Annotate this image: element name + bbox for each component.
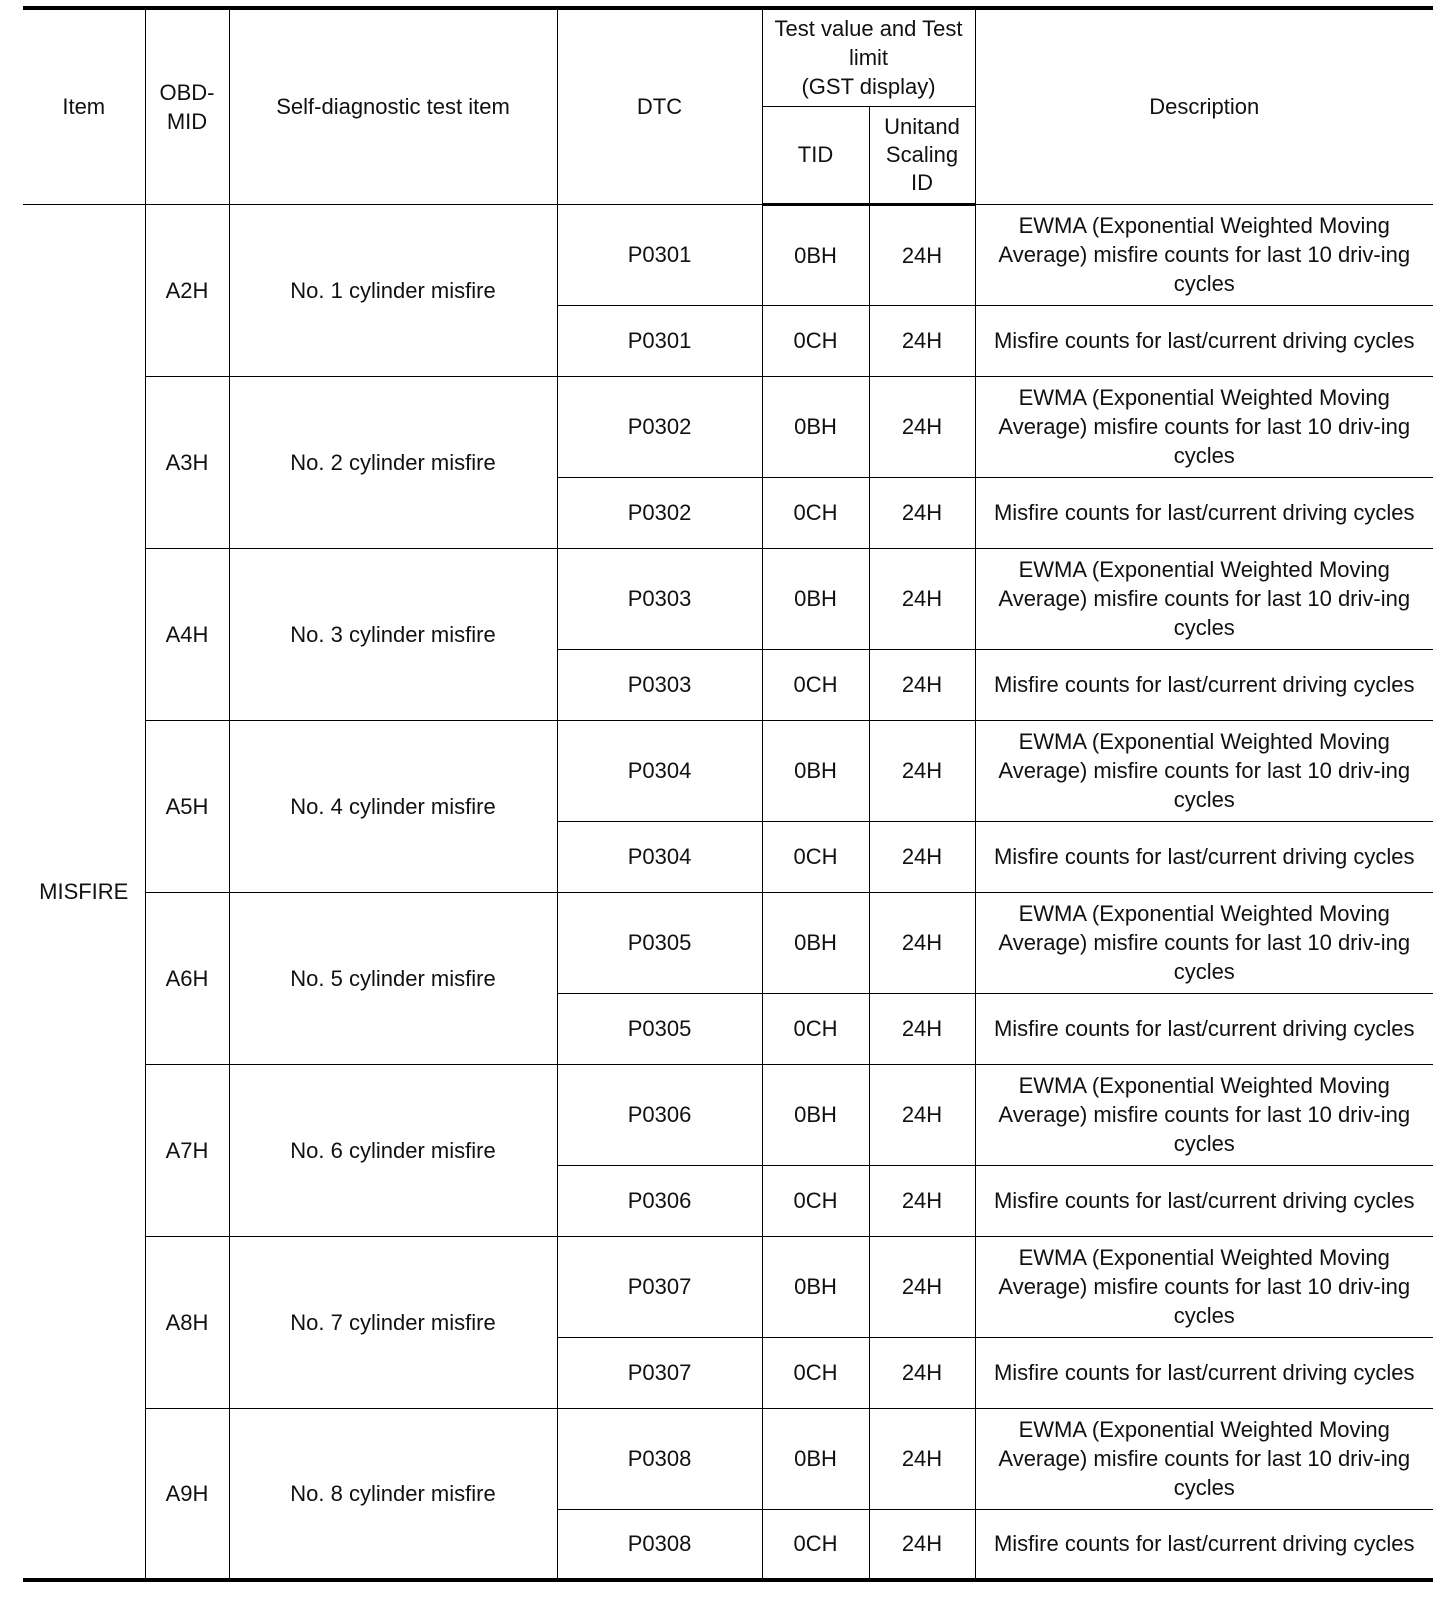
description-cell: EWMA (Exponential Weighted Moving Average) misfire counts for last 10 driv-ing cycles (975, 1408, 1433, 1509)
unit-scaling-cell: 24H (869, 649, 975, 720)
description-cell: Misfire counts for last/current driving cycles (975, 1337, 1433, 1408)
obd-mid-cell: A2H (145, 204, 229, 376)
unit-scaling-cell: 24H (869, 204, 975, 305)
table-row (23, 204, 1433, 305)
test-item-cell: No. 6 cylinder misfire (229, 1064, 557, 1236)
obd-mid-cell: A7H (145, 1064, 229, 1236)
description-cell: EWMA (Exponential Weighted Moving Average) misfire counts for last 10 driv-ing cycles (975, 1064, 1433, 1165)
header-description: Description (975, 8, 1433, 204)
dtc-cell: P0305 (557, 993, 762, 1064)
tid-cell: 0CH (762, 1165, 869, 1236)
tid-cell: 0CH (762, 993, 869, 1064)
unit-scaling-cell: 24H (869, 548, 975, 649)
diagnostic-table (23, 6, 1433, 1582)
table-row (23, 1064, 1433, 1165)
unit-scaling-cell: 24H (869, 1165, 975, 1236)
dtc-cell: P0308 (557, 1408, 762, 1509)
item-cell: MISFIRE (23, 204, 145, 1580)
dtc-cell: P0307 (557, 1337, 762, 1408)
unit-scaling-cell: 24H (869, 1408, 975, 1509)
tid-cell: 0BH (762, 204, 869, 305)
unit-scaling-cell: 24H (869, 1509, 975, 1580)
tid-cell: 0BH (762, 376, 869, 477)
unit-scaling-cell: 24H (869, 720, 975, 821)
tid-cell: 0BH (762, 1408, 869, 1509)
table-row (23, 720, 1433, 821)
header-tid: TID (762, 106, 869, 204)
table-row (23, 1408, 1433, 1509)
table-body (23, 204, 1433, 1580)
tid-cell: 0BH (762, 548, 869, 649)
dtc-cell: P0304 (557, 720, 762, 821)
tid-cell: 0CH (762, 477, 869, 548)
dtc-cell: P0303 (557, 548, 762, 649)
table-row (23, 548, 1433, 649)
description-cell: Misfire counts for last/current driving cycles (975, 1509, 1433, 1580)
dtc-cell: P0301 (557, 305, 762, 376)
dtc-cell: P0303 (557, 649, 762, 720)
description-cell: EWMA (Exponential Weighted Moving Average) misfire counts for last 10 driv-ing cycles (975, 892, 1433, 993)
tid-cell: 0BH (762, 1064, 869, 1165)
test-item-cell: No. 1 cylinder misfire (229, 204, 557, 376)
description-cell: Misfire counts for last/current driving cycles (975, 1165, 1433, 1236)
table-header (23, 8, 1433, 204)
tid-cell: 0BH (762, 720, 869, 821)
obd-mid-cell: A3H (145, 376, 229, 548)
dtc-cell: P0306 (557, 1064, 762, 1165)
test-item-cell: No. 8 cylinder misfire (229, 1408, 557, 1580)
description-cell: EWMA (Exponential Weighted Moving Average) misfire counts for last 10 driv-ing cycles (975, 376, 1433, 477)
description-cell: EWMA (Exponential Weighted Moving Average) misfire counts for last 10 driv-ing cycles (975, 204, 1433, 305)
dtc-cell: P0307 (557, 1236, 762, 1337)
tid-cell: 0BH (762, 1236, 869, 1337)
unit-scaling-cell: 24H (869, 993, 975, 1064)
test-item-cell: No. 5 cylinder misfire (229, 892, 557, 1064)
unit-scaling-cell: 24H (869, 477, 975, 548)
description-cell: Misfire counts for last/current driving cycles (975, 993, 1433, 1064)
description-cell: Misfire counts for last/current driving cycles (975, 649, 1433, 720)
header-dtc: DTC (557, 8, 762, 204)
dtc-cell: P0305 (557, 892, 762, 993)
description-cell: Misfire counts for last/current driving cycles (975, 305, 1433, 376)
description-cell: EWMA (Exponential Weighted Moving Average) misfire counts for last 10 driv-ing cycles (975, 548, 1433, 649)
tid-cell: 0BH (762, 892, 869, 993)
dtc-cell: P0302 (557, 477, 762, 548)
table-row (23, 376, 1433, 477)
description-cell: Misfire counts for last/current driving cycles (975, 477, 1433, 548)
unit-scaling-cell: 24H (869, 305, 975, 376)
test-item-cell: No. 3 cylinder misfire (229, 548, 557, 720)
description-cell: EWMA (Exponential Weighted Moving Average) misfire counts for last 10 driv-ing cycles (975, 720, 1433, 821)
table-row (23, 1236, 1433, 1337)
tid-cell: 0CH (762, 821, 869, 892)
obd-mid-cell: A5H (145, 720, 229, 892)
test-item-cell: No. 2 cylinder misfire (229, 376, 557, 548)
header-test-value: Test value and Test limit (GST display) (762, 8, 975, 106)
obd-mid-cell: A4H (145, 548, 229, 720)
header-obd-mid: OBD- MID (145, 8, 229, 204)
unit-scaling-cell: 24H (869, 1064, 975, 1165)
tid-cell: 0CH (762, 1509, 869, 1580)
test-item-cell: No. 4 cylinder misfire (229, 720, 557, 892)
obd-mid-cell: A9H (145, 1408, 229, 1580)
unit-scaling-cell: 24H (869, 821, 975, 892)
test-item-cell: No. 7 cylinder misfire (229, 1236, 557, 1408)
tid-cell: 0CH (762, 1337, 869, 1408)
tid-cell: 0CH (762, 305, 869, 376)
dtc-cell: P0301 (557, 204, 762, 305)
dtc-cell: P0304 (557, 821, 762, 892)
unit-scaling-cell: 24H (869, 376, 975, 477)
obd-mid-cell: A6H (145, 892, 229, 1064)
dtc-cell: P0302 (557, 376, 762, 477)
dtc-cell: P0308 (557, 1509, 762, 1580)
description-cell: Misfire counts for last/current driving cycles (975, 821, 1433, 892)
description-cell: EWMA (Exponential Weighted Moving Average) misfire counts for last 10 driv-ing cycles (975, 1236, 1433, 1337)
header-unit-scaling: Unitand Scaling ID (869, 106, 975, 204)
unit-scaling-cell: 24H (869, 1236, 975, 1337)
obd-mid-cell: A8H (145, 1236, 229, 1408)
dtc-cell: P0306 (557, 1165, 762, 1236)
unit-scaling-cell: 24H (869, 892, 975, 993)
header-item: Item (23, 8, 145, 204)
table-row (23, 892, 1433, 993)
unit-scaling-cell: 24H (869, 1337, 975, 1408)
tid-cell: 0CH (762, 649, 869, 720)
header-test-item: Self-diagnostic test item (229, 8, 557, 204)
